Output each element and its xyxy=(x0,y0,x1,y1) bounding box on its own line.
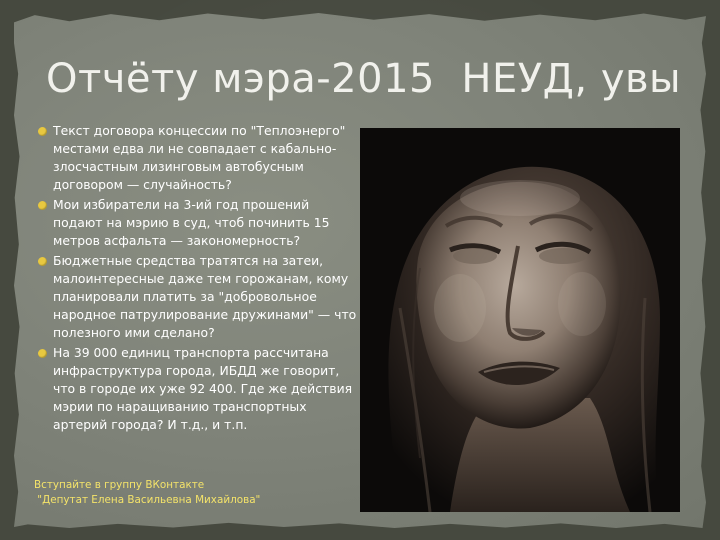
footer-group-invite[interactable] xyxy=(34,478,260,508)
bullet-text: На 39 000 единиц транспорта рассчитана инфраструктура города, ИБДД же говорит, что в городе их уже 92 400. Где же действия мэрии по наращиванию транспортных артерий города? И т.д., и т.п. xyxy=(53,345,353,432)
bullet-item xyxy=(36,122,360,194)
footer-line-1: Вступайте в группу ВКонтакте xyxy=(34,479,205,491)
bullet-item xyxy=(36,252,360,342)
statue-face-icon xyxy=(360,128,680,512)
bullet-item xyxy=(36,196,360,250)
bullet-text: Мои избиратели на 3-ий год прошений подают на мэрию в суд, чтоб починить 15 метров асфальта — закономерность? xyxy=(53,197,330,248)
bullet-dot-icon xyxy=(38,349,47,358)
bullet-list xyxy=(36,122,360,436)
statue-face-photo xyxy=(360,128,680,512)
bullet-dot-icon xyxy=(38,201,47,210)
bullet-text: Бюджетные средства тратятся на затеи, малоинтересные даже тем горожанам, кому планировали платить за "добровольное народное патрулирование дружинами" — что полезного ими сделано? xyxy=(53,253,357,340)
bullet-text: Текст договора концессии по "Теплоэнерго" местами едва ли не совпадает с кабально-злосчастным лизинговым автобусным договором — случайность? xyxy=(53,123,346,192)
bullet-item xyxy=(36,344,360,434)
footer-line-2: "Депутат Елена Васильевна Михайлова" xyxy=(34,494,261,506)
bullet-dot-icon xyxy=(38,127,47,136)
slide-title: Отчёту мэра-2015 НЕУД, увы xyxy=(46,56,682,102)
bullet-dot-icon xyxy=(38,257,47,266)
